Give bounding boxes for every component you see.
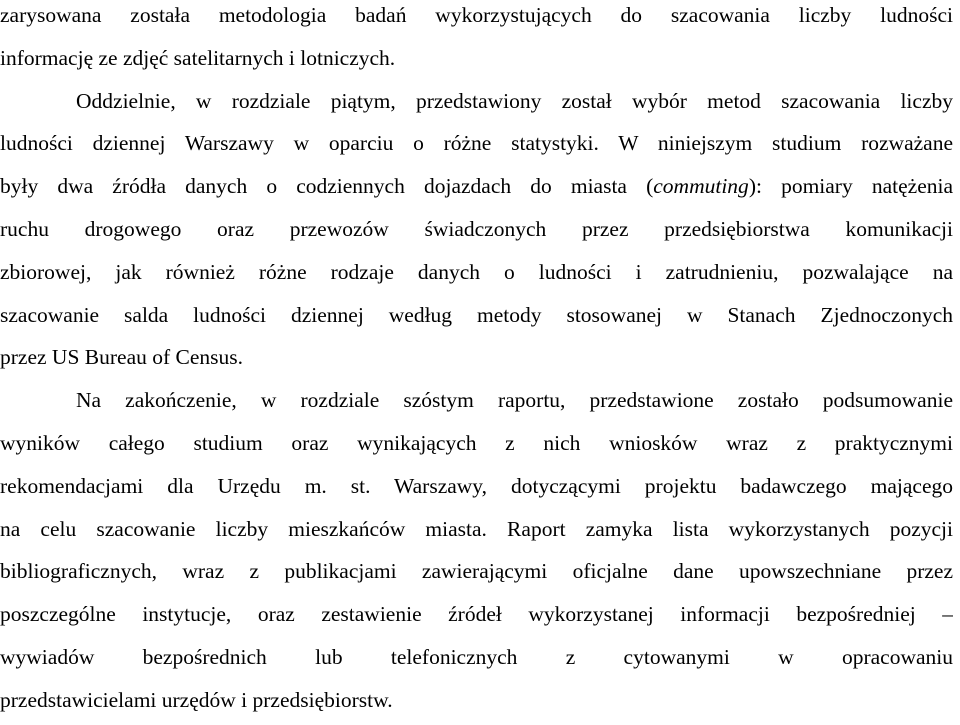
line-text: ludności dziennej Warszawy w oparciu o różne statystyki. W niniejszym studium rozważane	[0, 131, 953, 156]
text-line	[0, 556, 953, 586]
paragraph-first-line	[0, 86, 953, 116]
italic-term: commuting	[653, 174, 749, 199]
line-text: na celu szacowanie liczby mieszkańców miasta. Raport zamyka lista wykorzystanych pozycji	[0, 516, 953, 541]
line-text: wywiadów bezpośrednich lub telefonicznych z cytowanymi w opracowaniu	[0, 645, 953, 669]
text-line	[0, 514, 953, 544]
paragraph-first-line	[0, 385, 953, 415]
line-text: przez US Bureau of Census.	[0, 345, 244, 370]
line-text: bibliograficznych, wraz z publikacjami zawierającymi oficjalne dane upowszechniane przez	[0, 559, 953, 584]
text-line	[0, 214, 953, 244]
text-line	[0, 0, 953, 30]
line-text-before: były dwa źródła danych o codziennych dojazdach do miasta (	[0, 174, 654, 199]
line-text: Oddzielnie, w rozdziale piątym, przedstawiony został wybór metod szacowania liczby	[76, 88, 953, 113]
text-line	[0, 300, 953, 330]
text-line	[0, 342, 953, 372]
line-text: rekomendacjami dla Urzędu m. st. Warszawy, dotyczącymi projektu badawczego mającego	[0, 473, 953, 498]
text-line	[0, 471, 953, 501]
text-line	[0, 685, 953, 715]
line-text: ruchu drogowego oraz przewozów świadczonych przez przedsiębiorstwa komunikacji	[0, 217, 953, 241]
line-text-after: ): pomiary natężenia	[748, 174, 953, 199]
text-line	[0, 257, 953, 287]
line-text: Na zakończenie, w rozdziale szóstym raportu, przedstawione zostało podsumowanie	[76, 388, 953, 413]
text-line	[0, 642, 953, 672]
line-text: wyników całego studium oraz wynikających z nich wniosków wraz z praktycznymi	[0, 431, 953, 455]
text-line	[0, 599, 953, 629]
line-text: przedstawicielami urzędów i przedsiębiorstw.	[0, 687, 393, 712]
line-text: informację ze zdjęć satelitarnych i lotniczych.	[0, 45, 396, 70]
line-text: zbiorowej, jak również różne rodzaje danych o ludności i zatrudnieniu, pozwalające na	[0, 259, 953, 284]
line-text: poszczególne instytucje, oraz zestawienie źródeł wykorzystanej informacji bezpośredniej –	[0, 602, 953, 627]
text-line	[0, 171, 953, 201]
text-line	[0, 43, 953, 73]
line-text: zarysowana została metodologia badań wykorzystujących do szacowania liczby ludności	[0, 3, 953, 27]
line-text: szacowanie salda ludności dziennej według metody stosowanej w Stanach Zjednoczonych	[0, 302, 953, 327]
text-line	[0, 428, 953, 458]
text-line	[0, 128, 953, 158]
